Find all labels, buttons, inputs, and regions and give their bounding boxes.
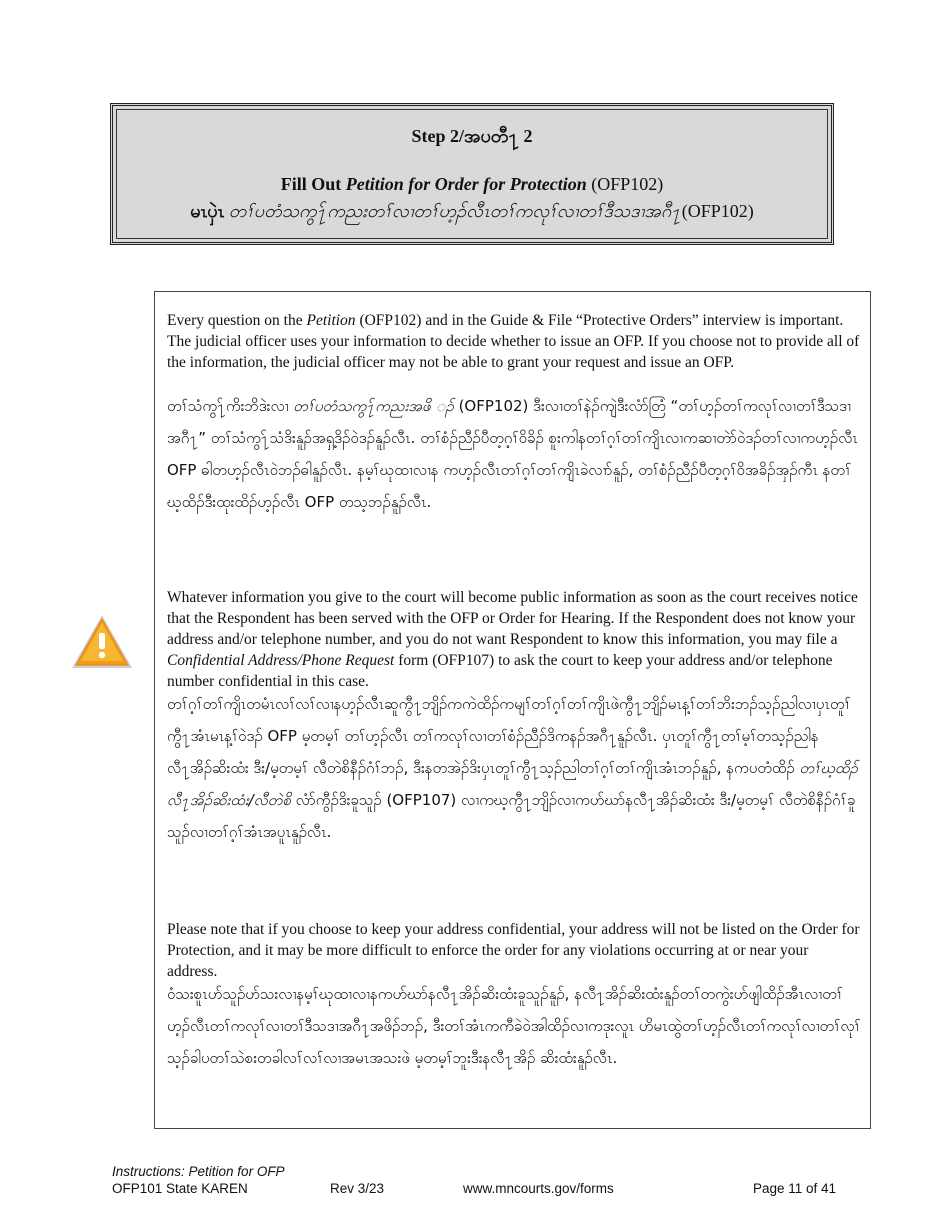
s1-kr-part2: (OFP102) ဒီးလၢတၢ်နဲၣ်ကျဲဒီးလံာ်တြံ “တၢ်ဟ့ၣ်တၢ်ကလုၢ်လၢတၢ်ဒီသဒၢအဂီ႑” တၢ်သံကွ႑်သံဒိးနူၣ်အရှ့ဒိၣ်ဝဲဒၣ်နူၣ်လီၤ. တၢ်စံၣ်ညီၣ်ပီတ့ဂ့ၢ်ဝိခိၣ် စူးကါနတၢ်ဂ့ၢ်တၢ်ကျိၤလၢကဆၢတဲာ်ဝဲဒၣ်တၢ်လၢကဟ့ၣ်လီၤ OFP ဓါတဟ့ၣ်လီၤဝဲဘၣ်ဓါနူၣ်လီၤ. နမ့ၢ်ဃုထၢလၢန ကဟ့ၣ်လီၤတၢ်ဂ့ၢ်တၢ်ကျိၤခဲလၢာ်နူၣ်, တၢ်စံၣ်ညီၣ်ပီတ့ဂ့ၢ်ဝိအခိၣ်အှၣ်ကီၤ နတၢ်ဃ့ထိၣ်ဒီးထုးထိၣ်ဟ့ၣ်လီၤ OFP တသ့ဘၣ်နူၣ်လီၤ. [167, 397, 858, 511]
s2-en-part2: form (OFP107) to ask the court to keep your address and/or telephone number confidential in this case. [167, 652, 833, 690]
karen-suffix: (OFP102) [681, 201, 754, 221]
s1-kr-part1: တၢ်သံကွ႑်ကိးဘိဒဲးလၢ [167, 397, 294, 415]
karen-title [113, 199, 831, 226]
step-title: Step 2/အပတီ႑ 2 [411, 126, 533, 146]
footer-page-number: Page 11 of 41 [753, 1181, 837, 1196]
s1-kr-italic: တၢ်ပတံသကွ႑်ကညးအဖိ ၣ် [293, 397, 454, 415]
s2-kr-italic: တၢ်ဃ့ထိၣ်လီ႑အိၣ်ဆိးထံး/လီတဲစိ [167, 759, 858, 809]
petition-title-italic: Petition for Order for Protection [345, 174, 587, 194]
section3-karen: ဝံသးစူၤဟ်သူၣ်ဟ်သးလၢနမ့ၢ်ဃုထၢလၢနကဟ်ဃာ်နလီ႑အိၣ်ဆိးထံးခူသူၣ်နူၣ်, နလီ႑အိၣ်ဆိးထံးနူၣ်တၢ်တကွဲးဟ်ဖျါထိၣ်အီၤလၢတၢ်ဟ့ၣ်လီၤတၢ်ကလုၢ်လၢတၢ်ဒီသဒၢအဂီ႑အဖိၣ်ဘၣ်, ဒီးတၢ်အံၤကကီခဲဝဲအါထိၣ်လၢကဒုးလူၤ ဟိမၤထွဲတၢ်ဟ့ၣ်လီၤတၢ်ကလုၢ်လၢတၢ်လုၢ်သ့ၣ်ခါပတၢ်သဲစးတခါလၢ်လၢ်လၢအမၤအသးဖဲ မ့တမ့ၢ်ဘူးဒီးနလီ႑အိၣ် ဆိးထံးနူၣ်လီၤ. [167, 985, 861, 1067]
footer-revision: Rev 3/23 [330, 1181, 385, 1196]
s1-en-italic: Petition [306, 312, 356, 329]
karen-italic-title: တၢ်ပတံသကွ႑်ကညးတၢ်လၢတၢ်ဟ့ၣ်လီၤတၢ်ကလုၢ်လၢတၢ်ဒီသဒၢအဂီ႑ [228, 201, 682, 221]
section1-karen [167, 390, 861, 518]
footer-url: www.mncourts.gov/forms [463, 1181, 614, 1196]
section2-karen [167, 688, 861, 848]
step-header-box [110, 103, 834, 245]
s1-en-part1: Every question on the [167, 312, 307, 329]
s2-en-part1: Whatever information you give to the court will become public information as soon as the court receives notice that the Respondent has been served with the OFP or Order for Hearing. If the Respondent does not know your address and/or telephone number, and you do not want Respondent to know this information, you may file a [167, 589, 858, 648]
section3-english: Please note that if you choose to keep your address confidential, your address will not be listed on the Order for Protection, and it may be more difficult to enforce the order for any violations occurring at or near your address. [167, 921, 860, 980]
karen-prefix: မၤပှဲၤ [190, 201, 229, 221]
fill-prefix: Fill Out [280, 174, 346, 194]
s1-en-part2: (OFP102) and in the Guide & File “Protective Orders” interview is important. The judicial officer uses your information to decide whether to issue an OFP. If you choose not to provide all of the information, the judicial officer may not be able to grant your request and issue an OFP. [167, 312, 860, 371]
instructions-box [154, 291, 871, 1129]
section1-english [167, 310, 861, 373]
footer-form-id: OFP101 State KAREN [112, 1181, 248, 1196]
section2-english [167, 587, 861, 692]
warning-triangle-icon [70, 613, 134, 671]
footer-doc-title: Instructions: Petition for OFP [112, 1164, 285, 1179]
s2-kr-part1: တၢ်ဂ့ၢ်တၢ်ကျိၤတမံၤလၢ်လၢ်လၢနဟ့ၣ်လီၤဆူကွီ႑ဘျိၣ်ကကဲထိၣ်ကမျၢ်တၢ်ဂ့ၢ်တၢ်ကျိၤဖဲကွီ႑ဘျိၣ်မၤန့ၢ်တၢ်ဘိးဘၣ်သ့ၣ်ညါလၢပှၤတူၢ်ကွီ႑အံၤမၤန့ၢ်ဝဲဒၣ် OFP မ့တမ့ၢ် တၢ်ဟ့ၣ်လီၤ တၢ်ကလုၢ်လၢတၢ်စံၣ်ညီၣ်ဒိကနၣ်အဂီ႑နူၣ်လီၤ. ပှၤတူၢ်ကွီ႑တၢ်မ့ၢ်တသ့ၣ်ညါနလီ႑အိၣ်ဆိးထံး ဒီး/မ့တမ့ၢ် လီတဲစိနီၣ်ဂံၢ်ဘၣ်, ဒီးနတအဲၣ်ဒိးပှၤတူၢ်ကွီ႑သ့ၣ်ညါတၢ်ဂ့ၢ်တၢ်ကျိၤအံၤဘၣ်နူၣ်, နကပတံထိၣ် [167, 695, 851, 777]
s2-kr-part2: လံာ်ကွီၣ်ဒိးခူသူၣ် (OFP107) လၢကဃ့ကွီ႑ဘျိၣ်လၢကဟ်ဃာ်နလီ႑အိၣ်ဆိးထံး ဒီး/မ့တမ့ၢ် လီတဲစိနီၣ်ဂံၢ်ခူသူၣ်လၢတၢ်ဂ့ၢ်အံၤအပူၤနူၣ်လီၤ. [167, 791, 856, 841]
fill-suffix: (OFP102) [586, 174, 664, 194]
fill-out-title [113, 174, 831, 195]
s2-en-italic: Confidential Address/Phone Request [167, 652, 395, 669]
